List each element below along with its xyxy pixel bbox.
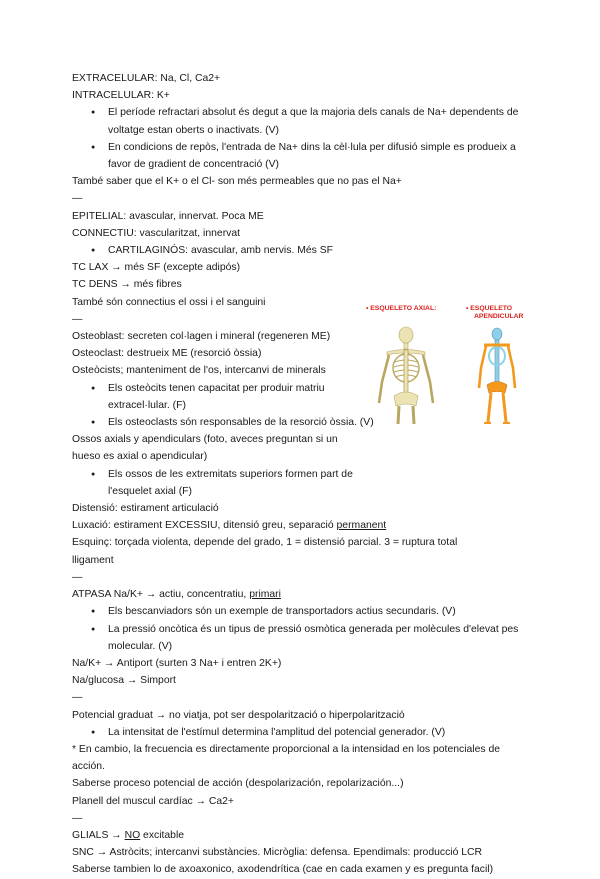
note-line: Osteòcists; manteniment de l'os, intercanvi de minerals [72,365,326,377]
notes-page [72,70,532,879]
separator: — [72,313,83,325]
separator: — [72,812,83,824]
note-line: També són connectius el ossi i el sanguini [72,296,266,308]
skeleton-figure [362,300,547,425]
note-line: Planell del muscul cardíac → Ca2+ [72,795,234,807]
note-line: TC LAX → més SF (excepte adipós) [72,262,241,274]
appendicular-skeleton-image [479,328,515,423]
bullet-item: ● Els bescanviadors són un exemple de transportadors actius secundaris. (V) [72,603,532,620]
separator: — [72,193,83,205]
note-line: * En cambio, la frecuencia es directamente proporcional a la intensidad en los potenciales de acción. [72,743,501,773]
underlined-word: NO [124,829,141,841]
skeleton-drawings [362,300,547,425]
bullet-item: ● CARTILAGINÓS: avascular, amb nervis. Més SF [72,242,532,259]
note-line: TC DENS → més fibres [72,279,182,291]
bullet-item: ● Els ossos de les extremitats superiors formen part de l'esquelet axial (F) [72,466,378,500]
bullet-item: ● El període refractari absolut és degut a que la majoria dels canals de Na+ dependents de voltatge estan oberts o inactivats. (V) [72,104,532,138]
note-line: EXTRACELULAR: Na, Cl, Ca2+ [72,73,221,84]
bullet-item: ● La intensitat de l'estímul determina l'amplitud del potencial generador. (V) [72,724,532,741]
note-line: ATPASA Na/K+ → actiu, concentratiu, primari [72,589,281,601]
note-line: Saberse tambien lo de axoaxonico, axodendrítica (cae en cada examen y es pregunta facil) [72,864,494,876]
separator: — [72,692,83,704]
note-line: També saber que el K+ o el Cl- son més permeables que no pas el Na+ [72,176,402,188]
note-line: Na/glucosa → Simport [72,675,176,687]
caption-axial: • ESQUELETO AXIAL: [366,305,437,312]
bullet-item: ● En condicions de repòs, l'entrada de Na+ dins la cèl·lula per difusió simple es produeix a favor de gradient de concentració (V) [72,139,532,173]
bullet-item: ● Els osteoclasts són responsables de la resorció òssia. (V) [72,414,378,431]
bullet-item: ● La pressió oncòtica és un tipus de pressió osmòtica generada per molècules d'elevat pes molecular. (V) [72,621,542,655]
underlined-word: primari [249,589,281,601]
axial-skeleton-image [379,327,433,424]
note-line: EPITELIAL: avascular, innervat. Poca ME [72,210,264,222]
note-line: Saberse proceso potencial de acción (despolarización, repolarización...) [72,778,404,790]
note-line: INTRACELULAR: K+ [72,90,170,102]
note-line: Potencial graduat → no viatja, pot ser despolarització o hiperpolarització [72,709,405,721]
underlined-word: permanent [336,520,387,532]
note-line: CONNECTIU: vascularitzat, innervat [72,227,241,239]
note-line: Na/K+ → Antiport (surten 3 Na+ i entren 2K+) [72,657,282,669]
caption-apendicular: • ESQUELETO APENDICULAR [466,305,524,320]
note-line: Osteoclast: destrueix ME (resorció òssia) [72,348,262,360]
bullet-item: ● Els osteòcits tenen capacitat per produir matriu extracel·lular. (F) [72,380,378,414]
separator: — [72,571,83,583]
note-line: Ossos axials y apendiculars (foto, aveces preguntan si un hueso es axial o apendicular) [72,434,338,463]
note-line: SNC → Astròcits; intercanvi substàncies. Micròglia: defensa. Ependimals: producció LCR [72,847,483,859]
note-line: Luxació: estirament EXCESSIU, ditensió greu, separació permanent [72,520,387,532]
note-line: GLIALS → NO excitable [72,829,185,841]
note-line: Osteoblast: secreten col·lagen i mineral (regeneren ME) [72,331,331,343]
note-line: Esquinç: torçada violenta, depende del grado, 1 = distensió parcial. 3 = ruptura total lligament [72,537,458,566]
note-line: Distensió: estirament articulació [72,503,219,515]
